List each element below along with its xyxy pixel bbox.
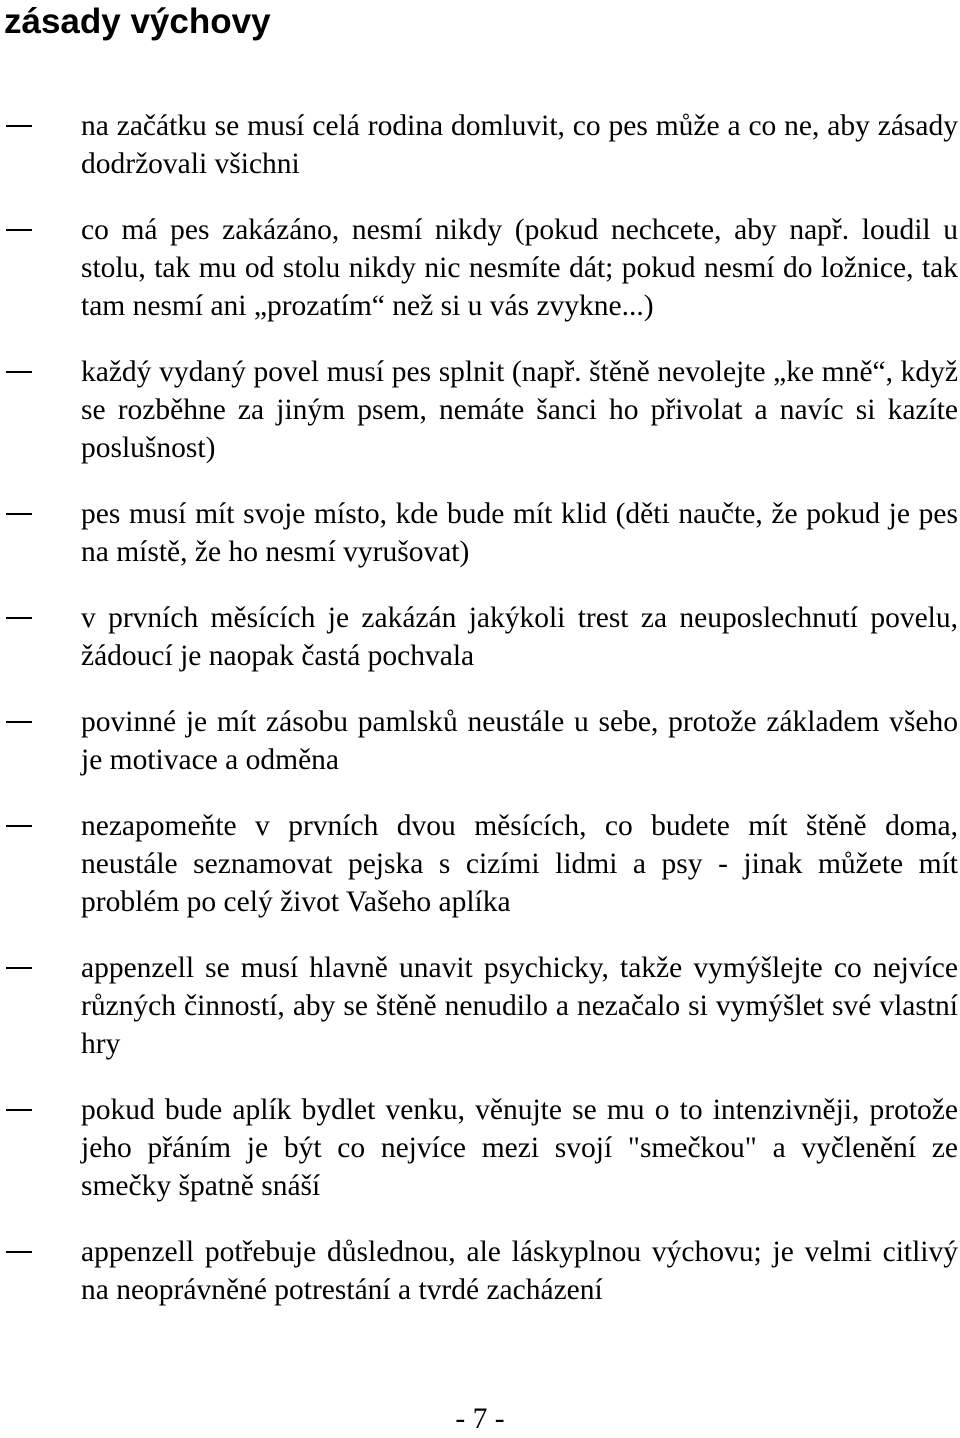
rule-item: [0, 1233, 960, 1309]
rule-item: [0, 807, 960, 921]
rule-text: na začátku se musí celá rodina domluvit, co pes může a co ne, aby zásady dodržovali všichni: [81, 110, 958, 180]
dash-bullet-icon: [6, 371, 32, 373]
rule-text: nezapomeňte v prvních dvou měsících, co budete mít štěně doma, neustále seznamovat pejska s cizími lidmi a psy - jinak můžete mít problém po celý život Vašeho aplíka: [81, 810, 958, 918]
rule-item: [0, 495, 960, 571]
dash-bullet-icon: [6, 617, 32, 619]
rule-text: v prvních měsících je zakázán jakýkoli trest za neuposlechnutí povelu, žádoucí je naopak častá pochvala: [81, 602, 958, 672]
dash-bullet-icon: [6, 721, 32, 723]
rule-text: appenzell se musí hlavně unavit psychicky, takže vymýšlejte co nejvíce různých činností, aby se štěně nenudilo a nezačalo si vymýšlet své vlastní hry: [81, 952, 958, 1060]
page-title: zásady výchovy: [4, 2, 271, 41]
dash-bullet-icon: [6, 513, 32, 515]
rule-item: [0, 599, 960, 675]
rule-text: appenzell potřebuje důslednou, ale láskyplnou výchovu; je velmi citlivý na neoprávněné potrestání a tvrdé zacházení: [81, 1236, 958, 1306]
rule-text: pes musí mít svoje místo, kde bude mít klid (děti naučte, že pokud je pes na místě, že ho nesmí vyrušovat): [81, 498, 958, 568]
dash-bullet-icon: [6, 1251, 32, 1253]
rule-text: každý vydaný povel musí pes splnit (např. štěně nevolejte „ke mně“, když se rozběhne za jiným psem, nemáte šanci ho přivolat a navíc si kazíte poslušnost): [81, 356, 958, 464]
rule-item: [0, 211, 960, 325]
dash-bullet-icon: [6, 125, 32, 127]
dash-bullet-icon: [6, 967, 32, 969]
rule-text: povinné je mít zásobu pamlsků neustále u sebe, protože základem všeho je motivace a odměna: [81, 706, 958, 776]
rule-item: [0, 353, 960, 467]
rule-text: co má pes zakázáno, nesmí nikdy (pokud nechcete, aby např. loudil u stolu, tak mu od stolu nikdy nic nesmíte dát; pokud nesmí do ložnice, tak tam nesmí ani „prozatím“ než si u vás zvykne...): [81, 214, 958, 322]
rule-item: [0, 949, 960, 1063]
rule-text: pokud bude aplík bydlet venku, věnujte se mu o to intenzivněji, protože jeho přáním je být co nejvíce mezi svojí "smečkou" a vyčlenění ze smečky špatně snáší: [81, 1094, 958, 1202]
rule-item: [0, 1091, 960, 1205]
dash-bullet-icon: [6, 825, 32, 827]
rule-item: [0, 703, 960, 779]
dash-bullet-icon: [6, 1109, 32, 1111]
page-number: - 7 -: [455, 1403, 505, 1435]
dash-bullet-icon: [6, 229, 32, 231]
rule-item: [0, 107, 960, 183]
rules-list: [0, 107, 960, 1337]
